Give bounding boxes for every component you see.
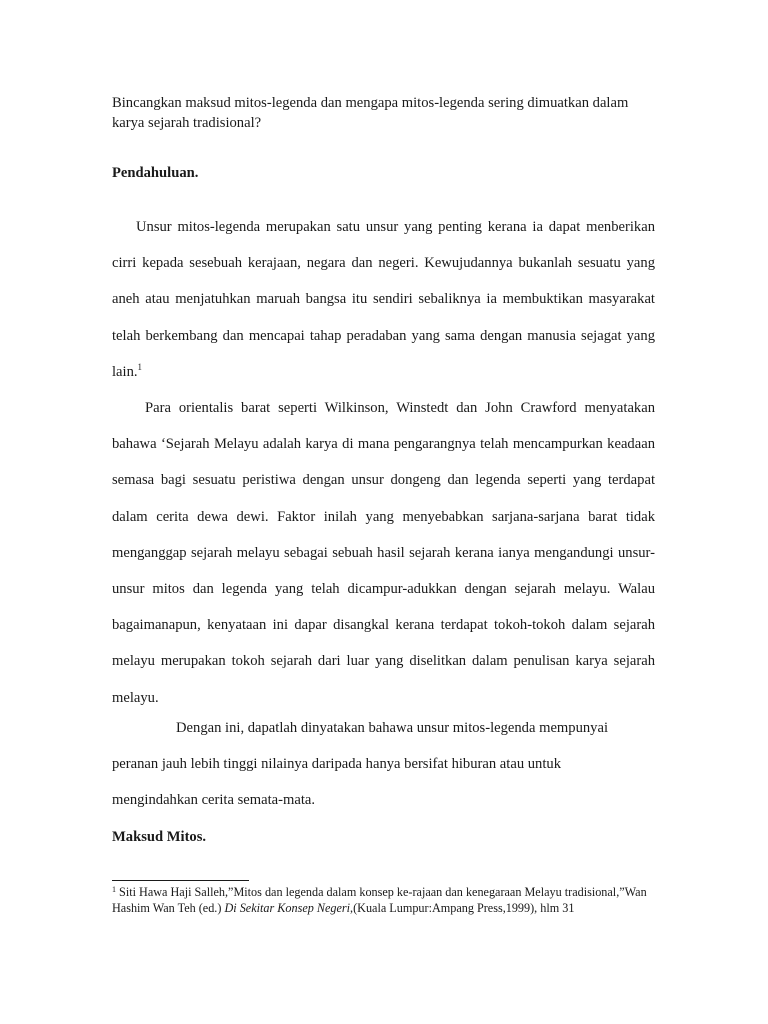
footnote-text-after: ,(Kuala Lumpur:Ampang Press,1999), hlm 31	[350, 901, 575, 915]
footnote-reference[interactable]: 1	[137, 361, 143, 372]
paragraph-1-text: Unsur mitos-legenda merupakan satu unsur yang penting kerana ia dapat menberikan cirri kepada sesebuah kerajaan, negara dan negeri. Kewujudannya bukanlah sesuatu yang aneh atau menjatuhkan maruah bangsa itu sendiri sebaliknya ia membuktikan masyarakat telah berkembang dan mencapai tahap peradaban yang sama dengan manusia sejagat yang lain.	[112, 219, 655, 380]
paragraph-1	[112, 209, 655, 390]
footnote	[112, 884, 652, 916]
footnote-mark: 1	[112, 885, 116, 894]
heading-pendahuluan: Pendahuluan.	[112, 165, 199, 181]
footnote-text-before: Siti Hawa Haji Salleh,”Mitos dan legenda dalam konsep ke-rajaan dan kenegaraan Melayu tradisional,”Wan Hashim Wan Teh (ed.)	[112, 885, 647, 915]
footnote-separator	[112, 880, 249, 881]
essay-question: Bincangkan maksud mitos-legenda dan mengapa mitos-legenda sering dimuatkan dalam karya sejarah tradisional?	[112, 95, 629, 131]
footnote-book-title: Di Sekitar Konsep Negeri	[224, 901, 351, 915]
paragraph-3: Dengan ini, dapatlah dinyatakan bahawa unsur mitos-legenda mempunyai peranan jauh lebih tinggi nilainya daripada hanya bersifat hiburan atau untuk mengindahkan cerita semata-mata.	[112, 720, 609, 809]
heading-maksud-mitos: Maksud Mitos.	[112, 829, 207, 845]
paragraph-2: Para orientalis barat seperti Wilkinson, Winstedt dan John Crawford menyatakan bahawa ‘Sejarah Melayu adalah karya di mana pengarangnya telah mencampurkan keadaan semasa bagi sesuatu peristiwa dengan unsur dongeng dan legenda seperti yang terdapat dalam cerita dewa dewi. Faktor inilah yang menyebabkan sarjana-sarjana barat tidak menganggap sejarah melayu sebagai sebuah hasil sejarah kerana ianya mengandungi unsur-unsur mitos dan legenda yang telah dicampur-adukkan dengan sejarah melayu. Walau bagaimanapun, kenyataan ini dapar disangkal kerana terdapat tokoh-tokoh dalam sejarah melayu merupakan tokoh sejarah dari luar yang diselitkan dalam penulisan karya sejarah melayu.	[112, 400, 655, 706]
